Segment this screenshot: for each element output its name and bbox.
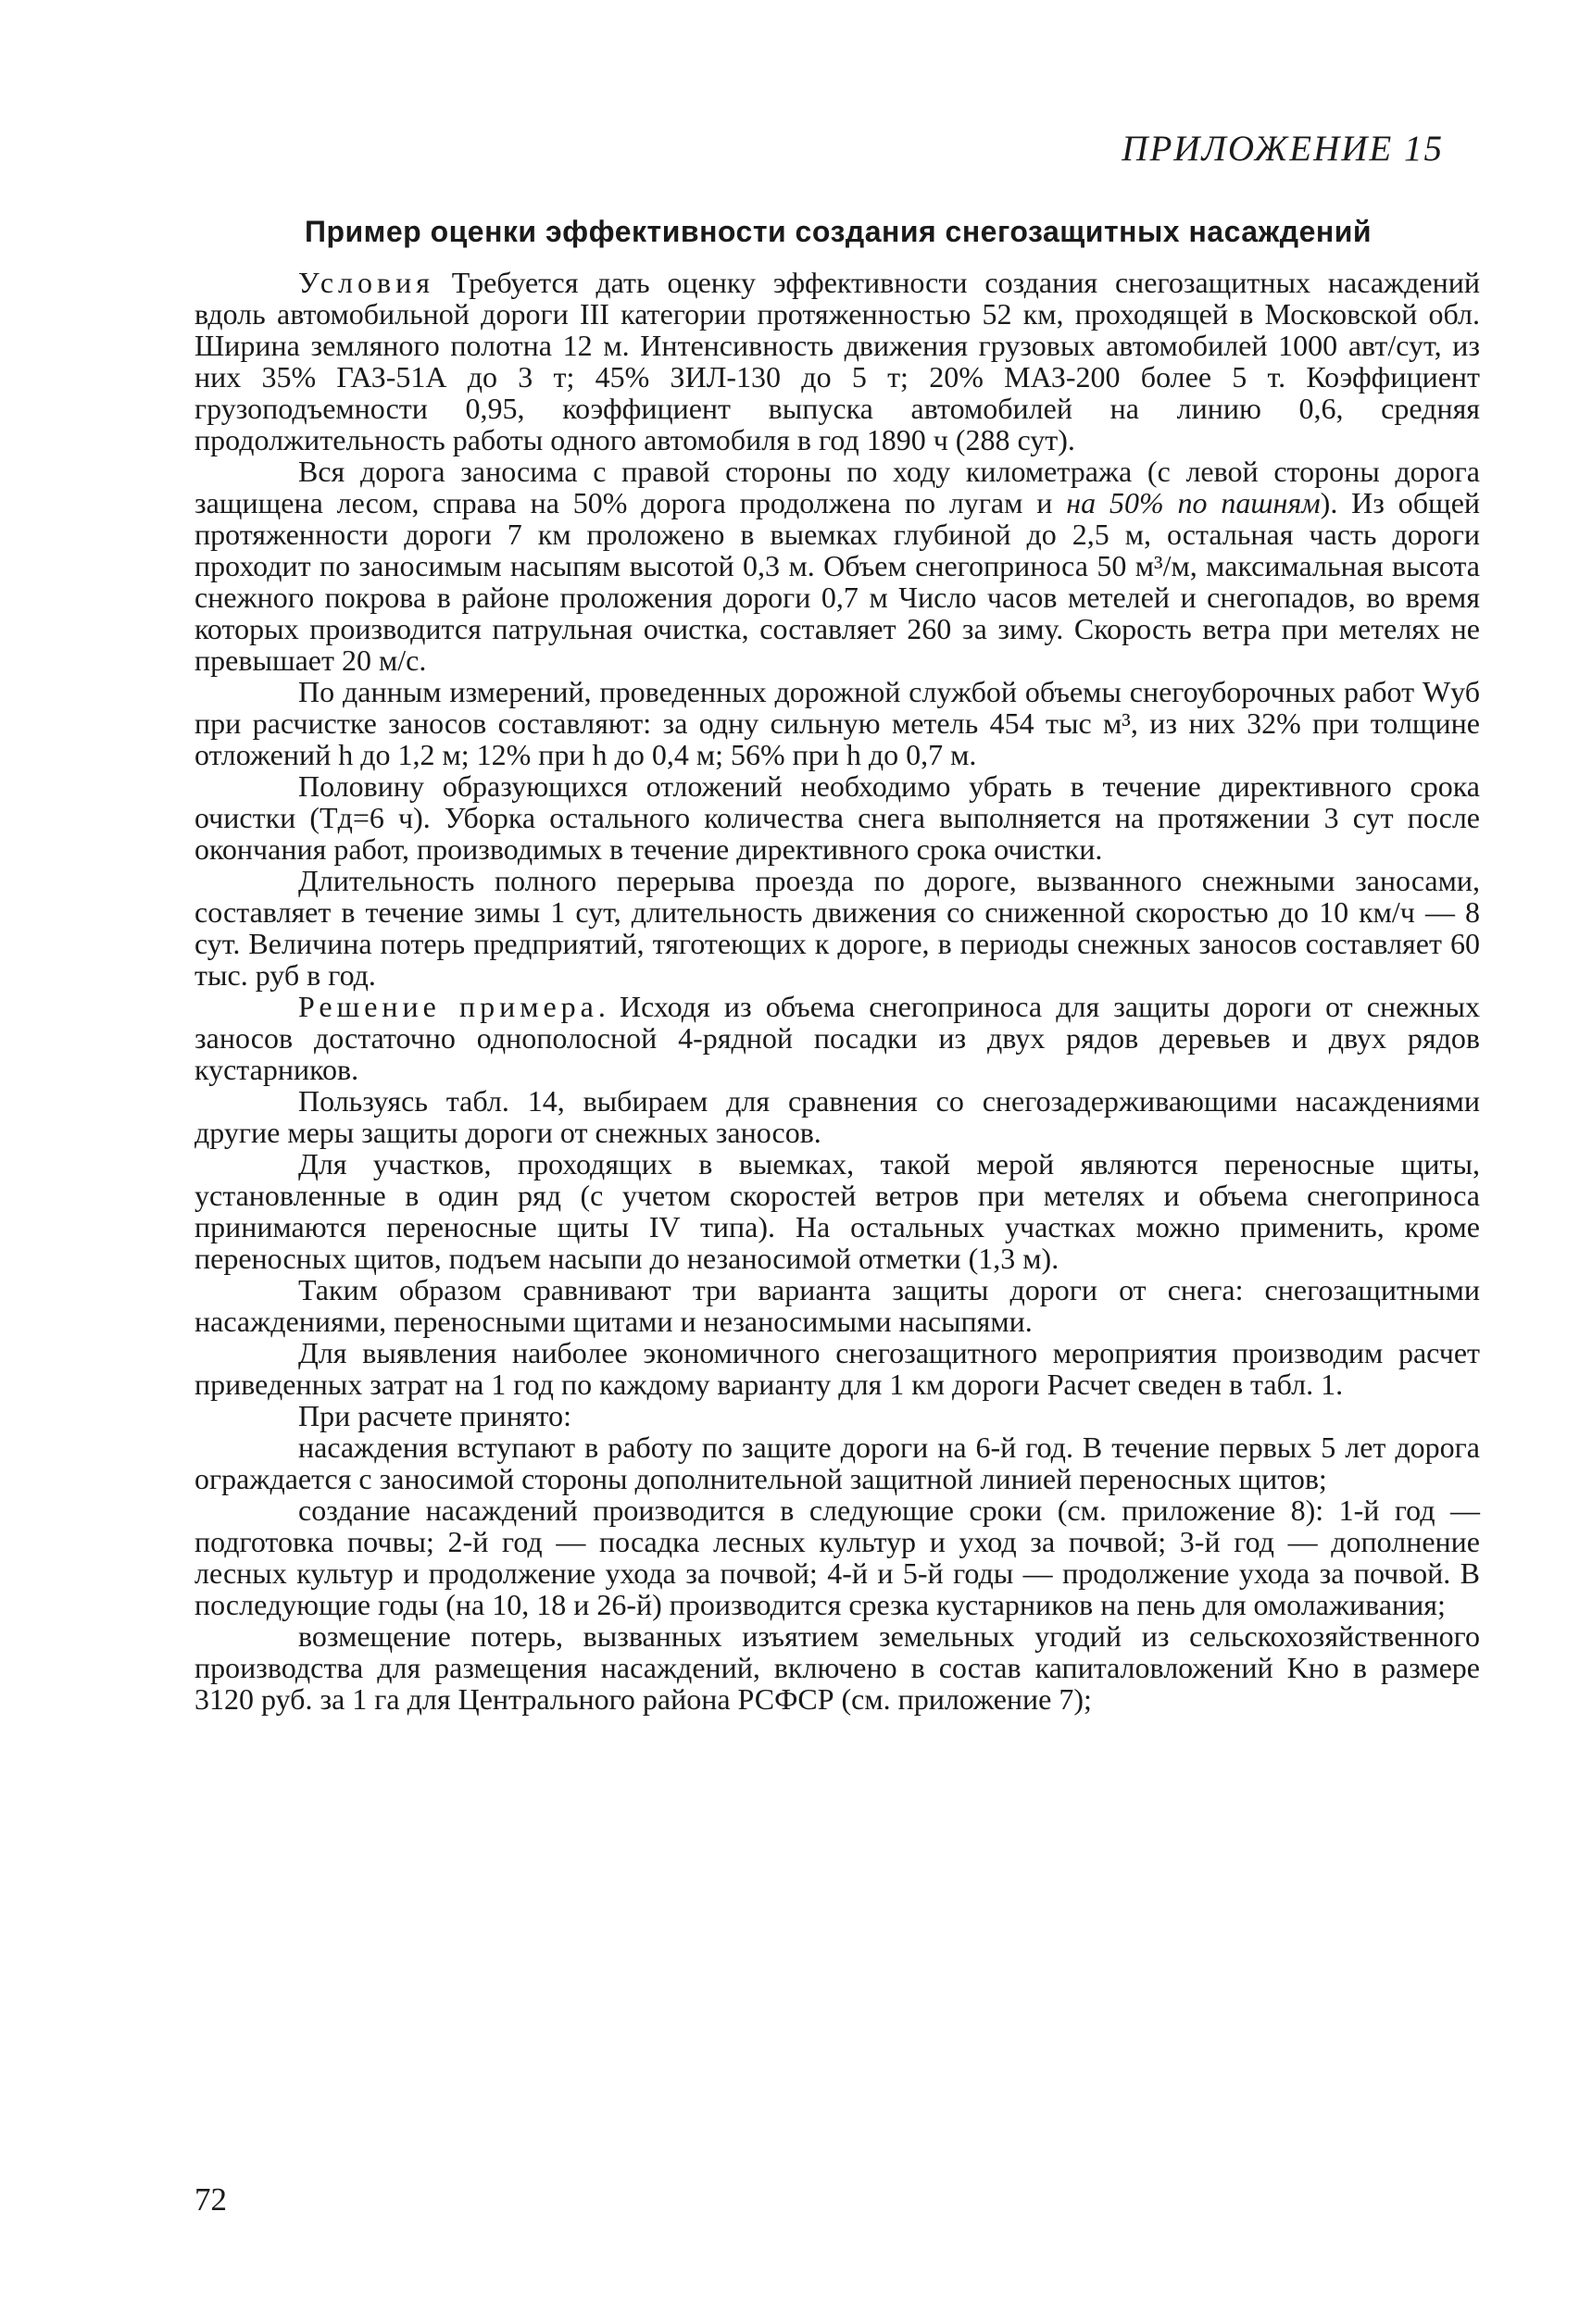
solution-lead: Решение примера bbox=[298, 990, 598, 1023]
paragraph-solution bbox=[194, 991, 1480, 1085]
conditions-text: Требуется дать оценку эффективности создания снегозащитных насаждений вдоль автомобильной дороги III категории протяженностью 52 км, проходящей в Московской обл. Ширина земляного полотна 12 м. Интенсивность движения грузовых автомобилей 1000 авт/сут, из них 35% ГАЗ-51А до 3 т; 45% ЗИЛ-130 до 5 т; 20% МАЗ-200 более 5 т. Коэффициент грузоподъемности 0,95, коэффициент выпуска автомобилей на линию 0,6, средняя продолжительность работы одного автомобиля в год 1890 ч (288 сут). bbox=[194, 266, 1480, 456]
paragraph-cuttings: Для участков, проходящих в выемках, такой мерой являются переносные щиты, установленные в один ряд (с учетом скоростей ветров при метелях и объема снегоприноса принимаются переносные щиты IV типа). На остальных участках можно применить, кроме переносных щитов, подъем насыпи до незаносимой отметки (1,3 м). bbox=[194, 1147, 1480, 1275]
italic-fragment: на 50% по пашням bbox=[1066, 486, 1321, 519]
paragraph-schedule: создание насаждений производится в следующие сроки (см. приложение 8): 1-й год — подготовка почвы; 2-й год — посадка лесных культур и уход за почвой; 3-й год — дополнение лесных культур и продолжение ухода за почвой; 4-й и 5-й годы — продолжение ухода за почвой. В последующие годы (на 10, 18 и 26-й) производится срезка кустарников на пень для омолаживания; bbox=[194, 1493, 1480, 1621]
paragraph-half-deposits: Половину образующихся отложений необходимо убрать в течение директивного срока очистки (Tд=6 ч). Уборка остального количества снега выполняется на протяжении 3 сут после окончания работ, производимых в течение директивного срока очистки. bbox=[194, 769, 1480, 866]
page-number: 72 bbox=[194, 2181, 227, 2218]
conditions-lead: Условия bbox=[298, 266, 434, 299]
paragraph-measurements: По данным измерений, проведенных дорожной службой объемы снегоуборочных работ Wуб при расчистке заносов составляют: за одну сильную метель 454 тыс м³, из них 32% при толщине отложений h до 1,2 м; 12% при h до 0,4 м; 56% при h до 0,7 м. bbox=[194, 675, 1480, 771]
paragraph-plantings-start: насаждения вступают в работу по защите дороги на 6-й год. В течение первых 5 лет дорога ограждается с заносимой стороны дополнительной защитной линией переносных щитов; bbox=[194, 1431, 1480, 1495]
paragraph-three-variants: Таким образом сравнивают три варианта защиты дороги от снега: снегозащитными насаждениями, переносными щитами и незаносимыми насыпями. bbox=[194, 1273, 1480, 1338]
paragraph-conditions bbox=[194, 267, 1480, 456]
page-title: Пример оценки эффективности создания снегозащитных насаждений bbox=[304, 215, 1373, 248]
appendix-label: ПРИЛОЖЕНИЕ 15 bbox=[1122, 129, 1444, 169]
body-text bbox=[194, 267, 1480, 1715]
paragraph-road: Вся дорога заносима с правой стороны по ходу километража (с левой стороны дорога защищена лесом, справа на 50% дорога продолжена по лугам и на 50% по пашням). Из общей протяженности дороги 7 км проложено в выемках глубиной до 2,5 м, остальная часть дороги проходит по заносимым насыпям высотой 0,3 м. Объем снегоприноса 50 м³/м, максимальная высота снежного покрова в районе проложения дороги 0,7 м Число часов метелей и снегопадов, во время которых производится патрульная очистка, составляет 260 за зиму. Скорость ветра при метелях не превышает 20 м/с. bbox=[194, 455, 1481, 677]
paragraph-table-14: Пользуясь табл. 14, выбираем для сравнения со снегозадерживающими насаждениями другие меры защиты дороги от снежных заносов. bbox=[194, 1084, 1480, 1149]
solution-text: . Исходя из объема снегоприноса для защиты дороги от снежных заносов достаточно однополосной 4-рядной посадки из двух рядов деревьев и двух рядов кустарников. bbox=[194, 990, 1481, 1086]
paragraph-accepted: При расчете принято: bbox=[298, 1399, 572, 1432]
paragraph-duration: Длительность полного перерыва проезда по дороге, вызванного снежными заносами, составляет в течение зимы 1 сут, длительность движения со сниженной скоростью до 10 км/ч — 8 сут. Величина потерь предприятий, тяготеющих к дороге, в периоды снежных заносов составляет 60 тыс. руб в год. bbox=[194, 864, 1480, 992]
paragraph-calculation: Для выявления наиболее экономичного снегозащитного мероприятия производим расчет приведенных затрат на 1 год по каждому варианту для 1 км дороги Расчет сведен в табл. 1. bbox=[194, 1336, 1480, 1401]
paragraph-compensation: возмещение потерь, вызванных изъятием земельных угодий из сельскохозяйственного производства для размещения насаждений, включено в состав капиталовложений Kно в размере 3120 руб. за 1 га для Центрального района РСФСР (см. приложение 7); bbox=[194, 1619, 1480, 1716]
